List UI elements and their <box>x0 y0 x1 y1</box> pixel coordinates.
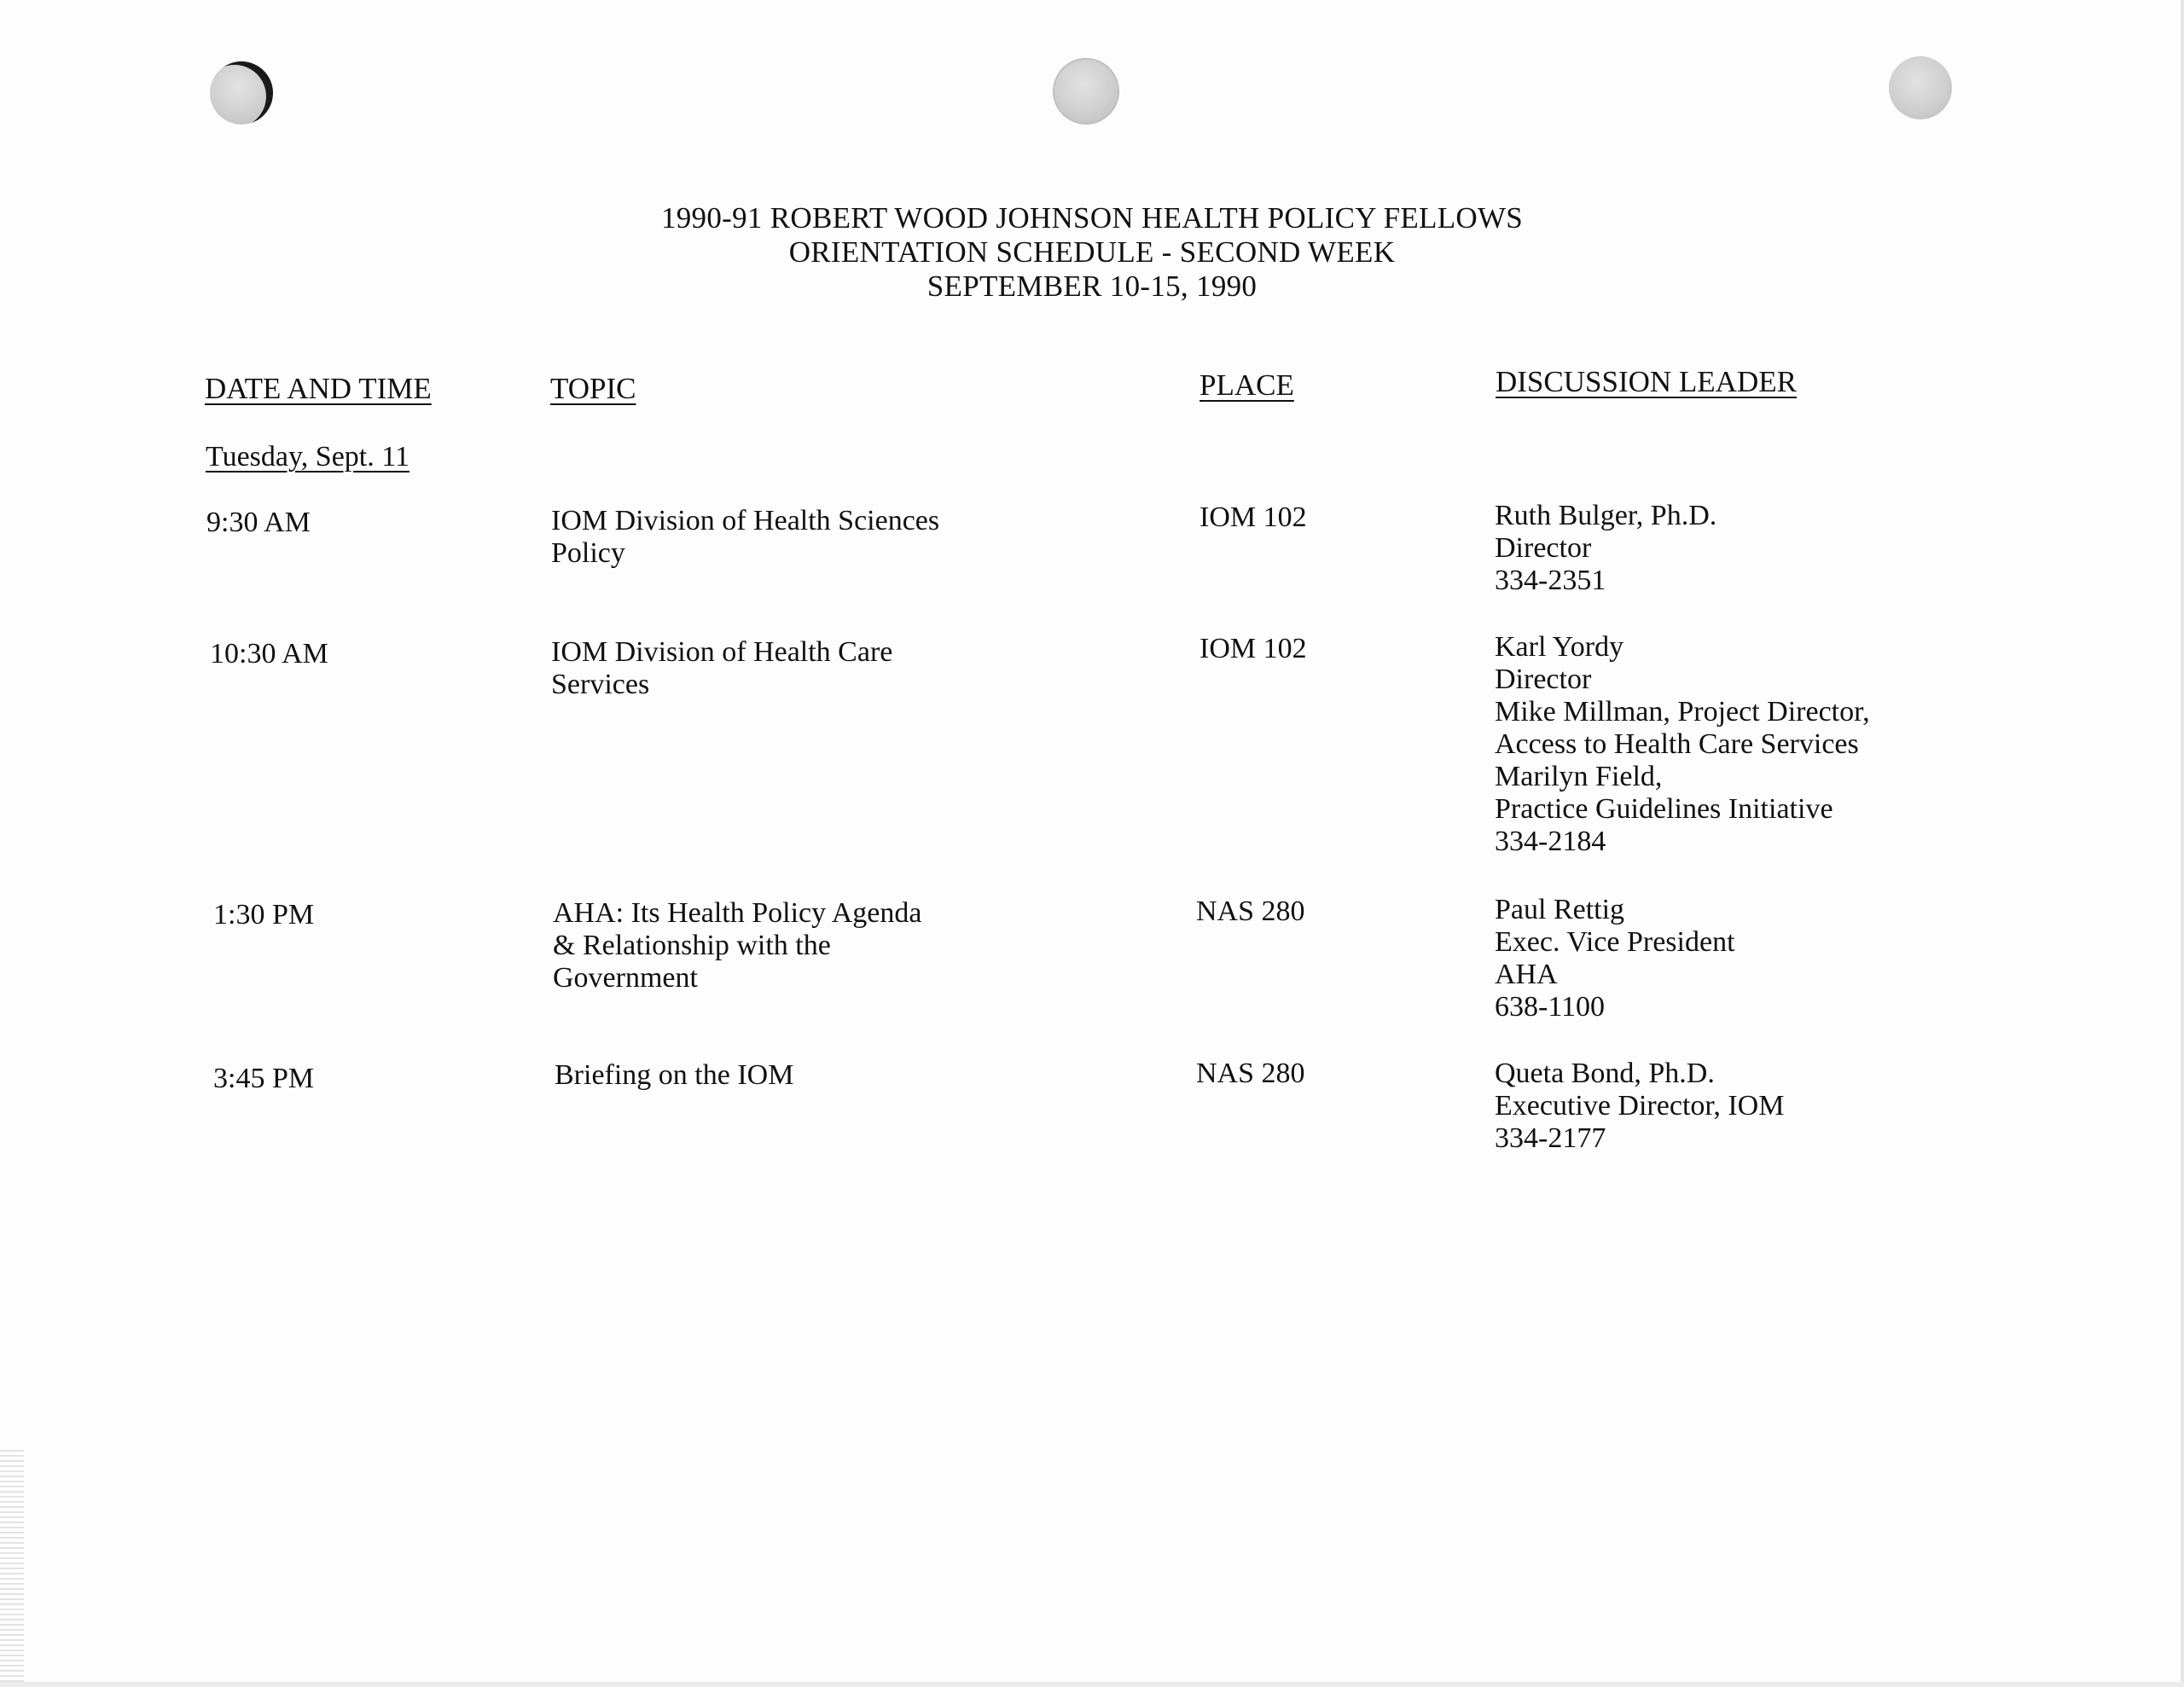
page-bottom-edge <box>0 1682 2184 1687</box>
session-4-place: NAS 280 <box>1196 1058 1305 1089</box>
session-3-topic-line: & Relationship with the <box>553 930 831 961</box>
session-1-leader-line: Ruth Bulger, Ph.D. <box>1495 500 1717 531</box>
session-1-leader-line: 334-2351 <box>1495 565 1606 596</box>
session-3-leader-line: AHA <box>1495 959 1558 990</box>
session-4-time: 3:45 PM <box>213 1063 315 1094</box>
session-3-leader-line: Exec. Vice President <box>1495 926 1735 958</box>
session-3-leader <box>1495 894 1735 1023</box>
header-place: PLACE <box>1199 368 1294 402</box>
session-4-leader-line: Executive Director, IOM <box>1495 1090 1785 1122</box>
session-3-leader-line: 638-1100 <box>1495 991 1606 1023</box>
session-2-time: 10:30 AM <box>210 638 328 670</box>
day-label: Tuesday, Sept. 11 <box>206 441 410 472</box>
punch-hole-right <box>1889 56 1952 119</box>
document-title <box>0 201 2184 304</box>
session-3-leader-line: Paul Rettig <box>1495 894 1625 925</box>
session-1-place: IOM 102 <box>1199 501 1307 533</box>
scan-edge-artifact <box>0 1450 24 1687</box>
punch-hole-center <box>1054 60 1118 123</box>
header-discussion-leader: DISCUSSION LEADER <box>1496 365 1797 398</box>
header-topic: TOPIC <box>550 372 636 405</box>
session-2-leader-line: Karl Yordy <box>1495 631 1624 663</box>
session-2-leader <box>1495 631 1870 858</box>
session-1-time: 9:30 AM <box>206 507 311 538</box>
session-1-topic-line: IOM Division of Health Sciences <box>551 505 940 536</box>
session-3-topic-line: Government <box>553 962 698 994</box>
session-1-leader <box>1495 500 1716 597</box>
session-2-leader-line: 334-2184 <box>1495 826 1606 857</box>
session-3-time: 1:30 PM <box>213 899 315 930</box>
session-2-leader-line: Access to Health Care Services <box>1495 728 1859 760</box>
session-3-place: NAS 280 <box>1196 896 1305 927</box>
session-2-leader-line: Mike Millman, Project Director, <box>1495 696 1870 728</box>
session-4-leader <box>1495 1058 1784 1155</box>
session-1-topic-line: Policy <box>551 537 625 569</box>
title-line-1: 1990-91 ROBERT WOOD JOHNSON HEALTH POLICY FELLOWS <box>660 201 1524 235</box>
session-2-leader-line: Director <box>1495 664 1592 695</box>
session-4-topic-line: Briefing on the IOM <box>555 1059 794 1091</box>
session-4-leader-line: Queta Bond, Ph.D. <box>1495 1058 1715 1089</box>
title-line-3: SEPTEMBER 10-15, 1990 <box>926 270 1258 303</box>
title-line-2: ORIENTATION SCHEDULE - SECOND WEEK <box>788 235 1396 269</box>
session-1-topic <box>551 505 939 570</box>
header-date-time: DATE AND TIME <box>205 372 432 405</box>
session-3-topic <box>553 897 922 994</box>
session-2-place: IOM 102 <box>1199 633 1307 664</box>
session-3-topic-line: AHA: Its Health Policy Agenda <box>553 897 922 929</box>
session-2-topic-line: IOM Division of Health Care <box>551 636 893 668</box>
session-2-leader-line: Practice Guidelines Initiative <box>1495 793 1833 825</box>
session-2-topic <box>551 636 892 701</box>
session-2-leader-line: Marilyn Field, <box>1495 761 1663 792</box>
session-4-leader-line: 334-2177 <box>1495 1122 1606 1154</box>
session-4-topic <box>555 1059 793 1092</box>
punch-hole-left <box>210 61 273 125</box>
session-2-topic-line: Services <box>551 669 650 700</box>
session-1-leader-line: Director <box>1495 532 1592 564</box>
